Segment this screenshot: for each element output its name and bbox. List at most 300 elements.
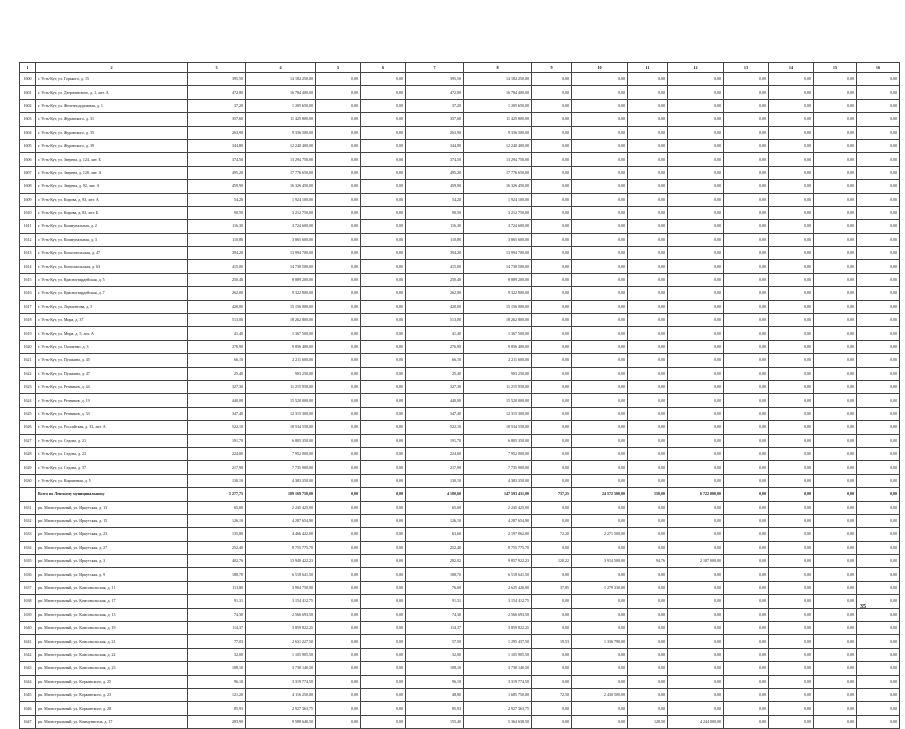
address-cell: г. Усть-Кут, ул. Мира, д. 37 (36, 314, 188, 327)
value-cell: 0,00 (361, 541, 406, 554)
value-cell: 3 319 774,50 (246, 675, 316, 688)
address-cell: рп. Магистральный, ул. Иркутская, д. 27 (36, 541, 188, 554)
value-cell: 0,00 (572, 287, 628, 300)
value-cell: 522,10 (406, 421, 464, 434)
value-cell: 0,00 (724, 73, 769, 86)
address-cell: г. Усть-Кут, ул. Пушкина, д. 47 (36, 367, 188, 380)
value-cell: 0,00 (668, 180, 724, 193)
value-cell: 0,00 (572, 675, 628, 688)
table-row (20, 447, 900, 460)
value-cell: 0,00 (769, 447, 814, 460)
value-cell: 0,00 (316, 73, 361, 86)
value-cell: 0,00 (572, 421, 628, 434)
value-cell: 0,00 (361, 514, 406, 527)
value-cell: 0,00 (769, 354, 814, 367)
value-cell: 0,00 (857, 113, 900, 126)
value-cell: 0,00 (628, 635, 668, 648)
value-cell: 16 784 400,00 (464, 86, 532, 99)
value-cell: 0,00 (724, 180, 769, 193)
column-header: 5 (316, 63, 361, 73)
column-header: 10 (572, 63, 628, 73)
value-cell: 0,00 (572, 702, 628, 715)
value-cell: 0,00 (628, 608, 668, 621)
value-cell: 420,00 (406, 300, 464, 313)
value-cell: 0,00 (361, 193, 406, 206)
value-cell: 0,00 (572, 153, 628, 166)
value-cell: 25,40 (188, 367, 246, 380)
value-cell: 0,00 (724, 528, 769, 541)
value-cell: 3 730 140,50 (464, 662, 532, 675)
value-cell: 0,00 (361, 555, 406, 568)
value-cell: 263,90 (188, 126, 246, 139)
value-cell: 0,00 (668, 86, 724, 99)
value-cell: 0,00 (769, 367, 814, 380)
value-cell: 0,00 (814, 354, 857, 367)
value-cell: 0,00 (724, 139, 769, 152)
value-cell: 0,00 (814, 113, 857, 126)
value-cell: 0,00 (668, 113, 724, 126)
table-row (20, 581, 900, 594)
value-cell: 0,00 (532, 287, 572, 300)
value-cell: 0,00 (316, 260, 361, 273)
value-cell: 0,00 (532, 354, 572, 367)
value-cell: 9 857 922,23 (464, 555, 532, 568)
value-cell: 0,00 (769, 407, 814, 420)
value-cell: 0,00 (572, 260, 628, 273)
row-number-cell: 1623 (20, 380, 36, 393)
address-cell: г. Усть-Кут, ул. Кирова, д. 83, лит. А (36, 193, 188, 206)
value-cell: 128,50 (628, 715, 668, 728)
table-row (20, 153, 900, 166)
value-cell: 0,00 (532, 300, 572, 313)
value-cell: 0,00 (724, 447, 769, 460)
value-cell: 0,00 (769, 206, 814, 219)
value-cell: 13 994 700,00 (464, 247, 532, 260)
value-cell: 0,00 (628, 287, 668, 300)
value-cell: 217,90 (188, 461, 246, 474)
row-number-cell: 1611 (20, 220, 36, 233)
address-cell: г. Усть-Кут, ул. Коммунальная, д. 3 (36, 233, 188, 246)
value-cell: 0,00 (628, 394, 668, 407)
value-cell: 0,00 (769, 260, 814, 273)
value-cell: 0,00 (628, 180, 668, 193)
value-cell: 0,00 (668, 568, 724, 581)
value-cell: 77,03 (188, 635, 246, 648)
value-cell: 0,00 (724, 394, 769, 407)
value-cell: 0,00 (361, 113, 406, 126)
value-cell: 0,00 (572, 394, 628, 407)
value-cell: 91,31 (406, 595, 464, 608)
value-cell: 0,00 (769, 715, 814, 728)
value-cell: 0,00 (724, 715, 769, 728)
value-cell: 0,00 (361, 715, 406, 728)
address-cell: рп. Магистральный, ул. Иркутская, д. 13 (36, 501, 188, 514)
row-number-cell (20, 488, 36, 501)
value-cell: 0,00 (769, 233, 814, 246)
value-cell: 0,00 (769, 528, 814, 541)
value-cell: 0,00 (668, 662, 724, 675)
value-cell: 0,00 (857, 568, 900, 581)
value-cell: 85,93 (188, 702, 246, 715)
value-cell: 0,00 (572, 595, 628, 608)
address-cell: г. Усть-Кут, ул. Комсомольская, д. 63 (36, 260, 188, 273)
value-cell: 96,10 (406, 675, 464, 688)
value-cell: 0,00 (857, 648, 900, 661)
address-cell: г. Усть-Кут, ул. Кирова, д. 83, лит. Б (36, 206, 188, 219)
value-cell: 0,00 (532, 501, 572, 514)
value-cell: 0,00 (814, 73, 857, 86)
value-cell: 0,00 (361, 648, 406, 661)
value-cell: 9 856 400,00 (246, 340, 316, 353)
table-row (20, 407, 900, 420)
value-cell: 66,10 (406, 354, 464, 367)
value-cell: 0,00 (814, 688, 857, 701)
value-cell: 8 889 200,00 (464, 273, 532, 286)
value-cell: 395,50 (188, 73, 246, 86)
value-cell: 0,00 (857, 715, 900, 728)
value-cell: 0,00 (814, 662, 857, 675)
row-number-cell: 1633 (20, 528, 36, 541)
value-cell: 0,00 (668, 73, 724, 86)
column-header: 12 (668, 63, 724, 73)
column-header: 4 (246, 63, 316, 73)
value-cell: 2 430 500,00 (572, 688, 628, 701)
value-cell: 0,00 (316, 461, 361, 474)
row-number-cell: 1647 (20, 715, 36, 728)
value-cell: 0,00 (724, 126, 769, 139)
value-cell: 12 315 300,00 (464, 407, 532, 420)
table-row (20, 394, 900, 407)
row-number-cell: 1620 (20, 340, 36, 353)
value-cell: 0,00 (668, 514, 724, 527)
value-cell: 0,00 (857, 394, 900, 407)
value-cell: 0,00 (769, 555, 814, 568)
value-cell: 0,00 (857, 73, 900, 86)
table-row (20, 367, 900, 380)
value-cell: 0,00 (857, 367, 900, 380)
value-cell: 85,93 (406, 702, 464, 715)
value-cell: 0,00 (628, 233, 668, 246)
row-number-cell: 1601 (20, 86, 36, 99)
column-header: 13 (724, 63, 769, 73)
value-cell: 0,00 (724, 340, 769, 353)
row-number-cell: 1607 (20, 166, 36, 179)
value-cell: 0,00 (361, 273, 406, 286)
value-cell: 0,00 (316, 126, 361, 139)
value-cell: 0,00 (532, 662, 572, 675)
value-cell: 0,00 (668, 394, 724, 407)
value-cell: 0,00 (572, 447, 628, 460)
value-cell: 0,00 (628, 166, 668, 179)
row-number-cell: 1640 (20, 622, 36, 635)
column-header: 11 (628, 63, 668, 73)
value-cell: 1 685 750,00 (464, 688, 532, 701)
value-cell: 0,00 (572, 407, 628, 420)
value-cell: 420,00 (188, 300, 246, 313)
value-cell: 130,10 (406, 474, 464, 487)
value-cell: 0,00 (628, 193, 668, 206)
value-cell: 0,00 (857, 622, 900, 635)
table-row (20, 501, 900, 514)
value-cell: 108,10 (188, 662, 246, 675)
value-cell: 0,00 (814, 622, 857, 635)
value-cell: 13 294 750,00 (464, 153, 532, 166)
value-cell: 4 466 422,00 (246, 528, 316, 541)
register-table (19, 62, 900, 729)
value-cell: 0,00 (316, 555, 361, 568)
value-cell: 0,00 (316, 662, 361, 675)
value-cell: 0,00 (532, 247, 572, 260)
value-cell: 14 182 250,00 (246, 73, 316, 86)
value-cell: 90,50 (188, 206, 246, 219)
address-cell: рп. Магистральный, ул. Иркутская, д. 23 (36, 528, 188, 541)
value-cell: 0,00 (628, 139, 668, 152)
value-cell: 0,00 (361, 260, 406, 273)
value-cell: 347,40 (406, 407, 464, 420)
value-cell: 0,00 (361, 528, 406, 541)
value-cell: 0,00 (572, 715, 628, 728)
row-number-cell: 1637 (20, 581, 36, 594)
value-cell: 0,00 (628, 99, 668, 112)
value-cell: 374,50 (406, 153, 464, 166)
value-cell: 0,00 (532, 461, 572, 474)
value-cell: 0,00 (857, 688, 900, 701)
address-cell: г. Усть-Кут, ул. Речников, д. 19 (36, 394, 188, 407)
value-cell: 0,00 (724, 193, 769, 206)
value-cell: 0,00 (668, 273, 724, 286)
value-cell: 0,00 (532, 421, 572, 434)
value-cell: 0,00 (361, 434, 406, 447)
value-cell: 0,00 (857, 608, 900, 621)
address-cell: рп. Магистральный, ул. Коркинского, д. 23 (36, 688, 188, 701)
value-cell: 1 924 100,00 (246, 193, 316, 206)
value-cell: 0,00 (361, 474, 406, 487)
value-cell: 0,00 (361, 421, 406, 434)
value-cell: 5 277,75 (188, 488, 246, 501)
table-row (20, 233, 900, 246)
value-cell: 0,00 (628, 541, 668, 554)
address-cell: г. Усть-Кут, ул. Дзержинского, д. 1, лит. А (36, 86, 188, 99)
value-cell: 903 250,00 (464, 367, 532, 380)
value-cell: 0,00 (361, 220, 406, 233)
value-cell: 0,00 (572, 367, 628, 380)
value-cell: 11 425 800,00 (464, 113, 532, 126)
address-cell: г. Усть-Кут, ул. Речников, д. 33 (36, 407, 188, 420)
value-cell: 155,40 (406, 715, 464, 728)
value-cell: 0,00 (724, 220, 769, 233)
value-cell: 65,00 (188, 501, 246, 514)
value-cell: 0,00 (572, 193, 628, 206)
value-cell: 18 262 800,00 (464, 314, 532, 327)
value-cell: 0,00 (532, 153, 572, 166)
value-cell: 76,00 (406, 581, 464, 594)
value-cell: 135,80 (188, 528, 246, 541)
table-row (20, 113, 900, 126)
value-cell: 0,00 (857, 380, 900, 393)
value-cell: 250,40 (188, 273, 246, 286)
value-cell: 0,00 (361, 354, 406, 367)
value-cell: 0,00 (857, 447, 900, 460)
row-number-cell: 1643 (20, 662, 36, 675)
table-row (20, 568, 900, 581)
header-row (20, 63, 900, 73)
value-cell: 0,00 (814, 86, 857, 99)
value-cell: 0,00 (628, 247, 668, 260)
column-header: 16 (857, 63, 900, 73)
value-cell: 0,00 (572, 99, 628, 112)
value-cell: 0,00 (316, 675, 361, 688)
row-number-cell: 1638 (20, 595, 36, 608)
value-cell: 0,00 (814, 220, 857, 233)
table-row (20, 648, 900, 661)
value-cell: 3 865 600,00 (464, 233, 532, 246)
value-cell: 91,31 (188, 595, 246, 608)
value-cell: 0,00 (724, 568, 769, 581)
value-cell: 120,22 (532, 555, 572, 568)
value-cell: 0,00 (814, 233, 857, 246)
value-cell: 41,40 (188, 327, 246, 340)
value-cell: 513,00 (188, 314, 246, 327)
value-cell: 0,00 (316, 273, 361, 286)
value-cell: 0,00 (668, 648, 724, 661)
value-cell: 37,20 (406, 99, 464, 112)
value-cell: 0,00 (668, 541, 724, 554)
address-cell: г. Усть-Кут, ул. Седова, д. 23 (36, 447, 188, 460)
value-cell: 0,00 (316, 220, 361, 233)
value-cell: 0,00 (361, 581, 406, 594)
value-cell: 1 924 100,00 (464, 193, 532, 206)
value-cell: 903 250,00 (246, 367, 316, 380)
value-cell: 0,00 (572, 220, 628, 233)
value-cell: 37,20 (188, 99, 246, 112)
address-cell: г. Усть-Кут, ул. Зверева, д. 92, лит. А (36, 180, 188, 193)
value-cell: 2 187 000,00 (668, 555, 724, 568)
value-cell: 4 383 350,00 (464, 474, 532, 487)
value-cell: 7 952 000,00 (246, 447, 316, 460)
value-cell: 0,00 (769, 193, 814, 206)
value-cell: 25,40 (406, 367, 464, 380)
value-cell: 0,00 (628, 73, 668, 86)
row-number-cell: 1627 (20, 434, 36, 447)
value-cell: 0,00 (814, 394, 857, 407)
table-row (20, 528, 900, 541)
value-cell: 0,00 (668, 581, 724, 594)
value-cell: 0,00 (668, 247, 724, 260)
column-header: 3 (188, 63, 246, 73)
value-cell: 1 105 905,50 (464, 648, 532, 661)
value-cell: 0,00 (361, 247, 406, 260)
value-cell: 415,00 (406, 260, 464, 273)
value-cell: 0,00 (316, 380, 361, 393)
value-cell: 0,00 (769, 568, 814, 581)
value-cell: 0,00 (857, 595, 900, 608)
table-row (20, 340, 900, 353)
value-cell: 113,80 (188, 581, 246, 594)
value-cell: 0,00 (628, 153, 668, 166)
value-cell: 0,00 (532, 380, 572, 393)
value-cell: 262,00 (406, 287, 464, 300)
value-cell: 0,00 (724, 407, 769, 420)
value-cell: 0,00 (857, 488, 900, 501)
address-cell: рп. Магистральный, ул. Комсомольская, д. 11 (36, 581, 188, 594)
value-cell: 0,00 (724, 595, 769, 608)
value-cell: 3 212 750,00 (246, 206, 316, 219)
table-row (20, 434, 900, 447)
address-cell: г. Усть-Кут, ул. Журавского, д. 35 (36, 126, 188, 139)
value-cell: 0,00 (668, 447, 724, 460)
value-cell: 2 927 363,75 (464, 702, 532, 715)
value-cell: 0,00 (769, 595, 814, 608)
address-cell: рп. Магистральный, ул. Коммунистов, д. 17 (36, 715, 188, 728)
table-row (20, 126, 900, 139)
value-cell: 4 116 250,00 (246, 688, 316, 701)
value-cell: 0,00 (724, 555, 769, 568)
value-cell: 0,00 (769, 394, 814, 407)
value-cell: 0,00 (814, 541, 857, 554)
value-cell: 0,00 (572, 474, 628, 487)
value-cell: 0,00 (769, 380, 814, 393)
value-cell: 54,20 (406, 193, 464, 206)
value-cell: 0,00 (316, 581, 361, 594)
value-cell: 0,00 (857, 555, 900, 568)
value-cell: 0,00 (724, 86, 769, 99)
value-cell: 0,00 (668, 434, 724, 447)
row-number-cell: 1625 (20, 407, 36, 420)
value-cell: 0,00 (724, 327, 769, 340)
value-cell: 0,00 (628, 501, 668, 514)
value-cell: 0,00 (316, 528, 361, 541)
value-cell: 276,90 (188, 340, 246, 353)
row-number-cell: 1600 (20, 73, 36, 86)
value-cell: 18 262 800,00 (246, 314, 316, 327)
value-cell: 737,25 (532, 488, 572, 501)
value-cell: 0,00 (361, 99, 406, 112)
value-cell: 0,00 (361, 327, 406, 340)
value-cell: 0,00 (814, 300, 857, 313)
row-number-cell: 1645 (20, 688, 36, 701)
value-cell: 0,00 (532, 206, 572, 219)
value-cell: 0,00 (769, 340, 814, 353)
value-cell: 0,00 (668, 314, 724, 327)
value-cell: 14 182 250,00 (464, 73, 532, 86)
value-cell: 0,00 (668, 407, 724, 420)
value-cell: 415,00 (188, 260, 246, 273)
value-cell: 0,00 (769, 180, 814, 193)
value-cell: 0,00 (814, 608, 857, 621)
value-cell: 0,00 (857, 86, 900, 99)
value-cell: 3 154 412,75 (464, 595, 532, 608)
value-cell: 130,10 (188, 474, 246, 487)
value-cell: 0,00 (724, 501, 769, 514)
value-cell: 0,00 (857, 126, 900, 139)
value-cell: 0,00 (361, 622, 406, 635)
value-cell: 0,00 (361, 662, 406, 675)
value-cell: 0,00 (724, 247, 769, 260)
value-cell: 0,00 (814, 260, 857, 273)
value-cell: 0,00 (316, 622, 361, 635)
address-cell: рп. Магистральный, ул. Коркинского, д. 28 (36, 702, 188, 715)
value-cell: 263,90 (406, 126, 464, 139)
value-cell: 1 105 905,50 (246, 648, 316, 661)
value-cell: 0,00 (769, 287, 814, 300)
value-cell: 0,00 (857, 702, 900, 715)
value-cell: 0,00 (572, 340, 628, 353)
value-cell: 116,30 (406, 220, 464, 233)
row-number-cell: 1603 (20, 113, 36, 126)
value-cell: 2 271 500,00 (572, 528, 628, 541)
value-cell: 0,00 (769, 300, 814, 313)
row-number-cell: 1641 (20, 635, 36, 648)
